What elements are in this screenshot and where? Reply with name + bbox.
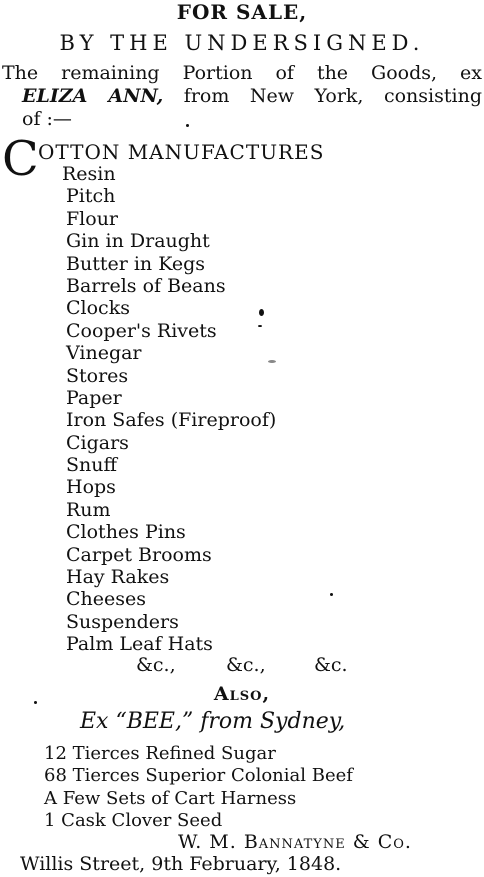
dateline: Willis Street, 9th February, 1848. xyxy=(20,853,342,875)
goods-list xyxy=(62,163,277,656)
goods-item: Flour xyxy=(66,207,119,230)
goods-item: Clocks xyxy=(66,297,130,320)
first-item: OTTON MANUFACTURES xyxy=(38,140,325,164)
goods-item: Barrels of Beans xyxy=(66,274,226,297)
goods-item: Cooper's Rivets xyxy=(66,319,217,342)
goods-item: Pitch xyxy=(66,185,116,208)
ship-name: ELIZA ANN, xyxy=(22,85,164,107)
goods-item: Palm Leaf Hats xyxy=(66,633,213,656)
print-speck xyxy=(258,325,262,327)
goods-item: Hops xyxy=(66,476,116,499)
also-heading: Also, xyxy=(213,683,271,705)
goods-item: Butter in Kegs xyxy=(66,252,206,275)
print-speck xyxy=(330,593,333,596)
goods-item: Rum xyxy=(66,498,111,521)
goods-item: Cigars xyxy=(66,431,129,454)
goods-item: Resin xyxy=(62,163,116,185)
goods-item: Suspenders xyxy=(66,610,179,633)
print-speck xyxy=(268,360,276,363)
bee-goods-item: A Few Sets of Cart Harness xyxy=(44,787,297,809)
print-speck xyxy=(34,701,37,704)
intro-line-3: of :— xyxy=(22,108,72,130)
goods-item: Stores xyxy=(66,364,129,387)
goods-item: Hay Rakes xyxy=(66,566,170,589)
goods-item: Paper xyxy=(66,386,122,409)
ad-subtitle: BY THE UNDERSIGNED. xyxy=(59,31,425,55)
bee-goods-item: 12 Tierces Refined Sugar xyxy=(44,743,276,764)
etc-mark: &c. xyxy=(314,654,348,676)
etc-mark: &c., xyxy=(226,654,266,676)
bee-goods-item: 68 Tierces Superior Colonial Beef xyxy=(44,765,353,787)
bee-goods-item: 1 Cask Clover Seed xyxy=(44,810,223,832)
goods-item: Snuff xyxy=(66,454,117,477)
bee-goods-list xyxy=(44,743,353,833)
ad-title: FOR SALE, xyxy=(176,0,308,24)
etc-mark: &c., xyxy=(136,654,176,676)
goods-item: Iron Safes (Fireproof) xyxy=(66,409,277,432)
intro-line-2 xyxy=(22,87,482,106)
goods-item: Gin in Draught xyxy=(66,230,210,253)
intro-line-2-rest: from New York, consisting xyxy=(163,85,482,107)
goods-item: Vinegar xyxy=(66,342,142,365)
print-speck xyxy=(259,309,264,316)
drop-cap: C xyxy=(2,131,39,187)
print-speck xyxy=(186,124,189,127)
signer: W. M. Bannatyne & Co. xyxy=(178,831,412,853)
goods-item: Carpet Brooms xyxy=(66,543,212,566)
intro-line-1: The remaining Portion of the Goods, ex xyxy=(2,62,482,84)
goods-item: Cheeses xyxy=(66,588,147,611)
goods-item: Clothes Pins xyxy=(66,521,186,544)
ex-bee-heading: Ex “BEE,” from Sydney, xyxy=(80,709,346,734)
